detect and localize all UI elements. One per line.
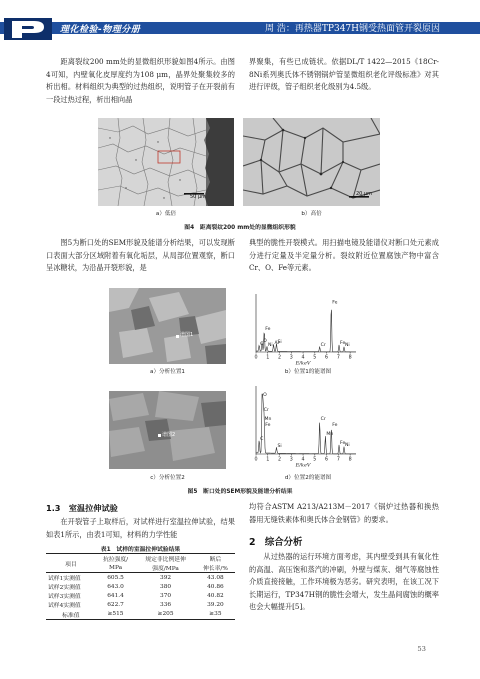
x-tick-label: 4 <box>301 457 305 463</box>
x-tick-label: 1 <box>266 457 270 463</box>
x-tick-label: 5 <box>313 355 317 361</box>
journal-name: 理化检验-物理分册 <box>60 25 141 35</box>
table1-title: 表1 试样的室温拉伸试验结果 <box>100 547 181 553</box>
table-cell: ≥205 <box>135 610 196 620</box>
journal-logo-icon <box>4 18 52 40</box>
x-tick-label: 3 <box>289 355 293 361</box>
peak-label: Fe <box>265 327 271 332</box>
spot-label-a: 谱图1 <box>180 332 194 338</box>
table-cell: 643.0 <box>107 583 124 590</box>
table1-header-col: 抗拉强度/ <box>96 554 136 564</box>
table-cell: 622.7 <box>107 601 124 608</box>
x-tick-label: 6 <box>325 355 329 361</box>
table-cell: ≥515 <box>96 610 136 620</box>
peak-label: Fe <box>332 423 338 428</box>
peak-label: C <box>260 342 264 347</box>
peak-label: Ni <box>345 343 350 348</box>
section-1-3-paragraph: 在开裂管子上取样后，对试样进行室温拉伸试验，结果如表1所示，由表1可知，材料的力学性能 <box>46 517 235 539</box>
x-tick-label: 5 <box>313 457 317 463</box>
peak-label: Fe <box>265 423 271 428</box>
x-tick-label: 8 <box>348 457 352 463</box>
figure4-sub-caption-b: b）高倍 <box>301 211 322 217</box>
figure4-caption: 图4 距离裂纹200 mm处的显微组织形貌 <box>184 225 296 231</box>
spot-label-c: 谱图2 <box>162 432 176 438</box>
x-tick-label: 2 <box>277 355 282 361</box>
peak-label: Ni <box>267 343 273 348</box>
page-number: 53 <box>417 645 426 653</box>
x-tick-label: 4 <box>301 355 305 361</box>
figure5-sem-image-c <box>109 391 226 469</box>
right-top-paragraph: 界聚集，有些已成链状。依据DL/T 1422—2015《18Cr-8Ni系列奥氏体不锈钢锅炉管显微组织老化评级标准》对其进行评级，管子组织老化级别为4.5级。 <box>249 57 439 92</box>
mid-left-paragraph: 图5为断口处的SEM形貌及能谱分析结果，可以发现断口表面大部分区域附着有氧化垢层，从局部位置观察，断口呈冰糖状，为沿晶开裂形貌，是 <box>46 238 235 273</box>
table-cell: 605.5 <box>107 574 124 581</box>
running-title: 周 浩：再热器TP347H钢受热面管开裂原因 <box>265 24 440 34</box>
right-bottom-paragraph: 均符合ASTM A213/A213M－2017《锅炉过热器和换热器用无缝铁素体和奥氏体合金钢管》的要求。 <box>249 502 439 524</box>
table-cell: 336 <box>160 601 172 608</box>
peak-label: C <box>260 436 264 442</box>
mid-right-paragraph: 典型的脆性开裂模式。用扫描电镜及能谱仪对断口处元素成分进行定量及半定量分析。裂纹附近位置腐蚀产物中富含Cr、O、Fe等元素。 <box>249 238 439 273</box>
peak-label: Fe <box>340 441 346 446</box>
table1-header-col: 规定非比例延伸 <box>135 554 196 564</box>
table-cell: 380 <box>160 583 172 590</box>
table1-header-col: MPa <box>96 563 136 573</box>
table1-header-col: 伸长率/% <box>196 563 235 573</box>
figure4-image-b <box>243 118 380 206</box>
table-cell: 392 <box>160 574 172 581</box>
eds-spectrum-position2 <box>248 380 370 470</box>
table-cell: 40.82 <box>207 592 224 599</box>
figure5-sub-caption-a: a）分析位置1 <box>150 369 185 375</box>
table1-header-col: 断后 <box>196 554 235 564</box>
scale-bar-label-a: 50 μm <box>189 194 206 200</box>
left-top-paragraph: 距离裂纹200 mm处的显微组织形貌如图4所示。由图4可知，内壁氧化皮厚度约为108 μm，晶界处聚集较多的析出相。材料组织为典型的过热组织，说明管子在开裂前有一段过热过程，析出相向晶 <box>46 57 235 104</box>
table-row <box>46 610 235 620</box>
x-tick-label: 0 <box>254 457 258 463</box>
table-cell: 标准值 <box>46 610 96 620</box>
table1-header-item: 项目 <box>46 554 96 573</box>
figure5-sub-caption-d: d）位置2的能谱图 <box>284 475 332 481</box>
peak-label: O <box>263 393 267 398</box>
figure5-caption: 图5 断口处的SEM形貌及能谱分析结果 <box>187 489 293 495</box>
x-axis-label: E/keV <box>295 360 311 367</box>
x-tick-label: 6 <box>325 457 329 463</box>
table-cell: ≥35 <box>196 610 235 620</box>
table1-header-col: 强度/MPa <box>135 563 196 573</box>
peak-label: Cr <box>320 417 326 422</box>
x-tick-label: 7 <box>336 355 340 361</box>
x-tick-label: 2 <box>277 457 282 463</box>
x-tick-label: 0 <box>254 355 258 361</box>
table-row <box>46 573 235 583</box>
x-tick-label: 8 <box>348 355 352 361</box>
figure4-image-a <box>98 118 234 206</box>
table-row <box>46 600 235 609</box>
x-tick-label: 7 <box>336 457 340 463</box>
figure5-sub-caption-b: b）位置1的能谱图 <box>284 369 332 375</box>
table-cell: 试样2实测值 <box>48 585 81 592</box>
table1 <box>46 553 235 620</box>
eds-spectrum-position1 <box>248 288 370 368</box>
table-cell: 试样3实测值 <box>48 594 81 601</box>
table-row <box>46 582 235 591</box>
section-2-title: 2 综合分析 <box>249 537 303 548</box>
peak-label: Fe <box>332 300 338 306</box>
peak-label: Ni <box>345 442 350 448</box>
peak-label: Mn <box>264 417 272 422</box>
peak-label: Fe <box>340 341 346 346</box>
peak-label: Al <box>274 341 279 346</box>
peak-label: O <box>263 339 267 344</box>
section-1-3-title: 1.3 室温拉伸试验 <box>46 503 118 513</box>
figure5-sem-image-a <box>109 288 226 364</box>
table-cell: 39.20 <box>207 601 224 608</box>
table-cell: 641.4 <box>107 592 124 599</box>
peak-label: Si <box>277 340 282 345</box>
table-cell: 试样4实测值 <box>48 603 81 610</box>
table-cell: 43.08 <box>207 574 224 581</box>
table-cell: 试样1实测值 <box>48 576 81 582</box>
scale-bar-label-b: 20 μm <box>355 191 372 197</box>
peak-label: Cr <box>263 408 269 413</box>
figure4-sub-caption-a: a）低倍 <box>155 211 177 217</box>
peak-label: Si <box>277 444 282 449</box>
table-cell: 370 <box>160 592 172 599</box>
x-tick-label: 1 <box>266 355 270 361</box>
x-axis-label: E/keV <box>295 462 311 469</box>
figure5-sub-caption-c: c）分析位置2 <box>150 475 185 481</box>
table-row <box>46 591 235 600</box>
peak-label: Cr <box>320 343 326 348</box>
table-cell: 40.86 <box>207 583 224 590</box>
peak-label: Mn <box>326 432 334 437</box>
x-tick-label: 3 <box>289 457 293 463</box>
section-2-paragraph: 从过热器的运行环境方面考虑，其内壁受到具有氧化性的高温、高压饱和蒸汽的冲刷，外壁与煤灰、烟气等腐蚀性介质直接接触，工作环境极为恶劣。研究表明，在该工况下长期运行，TP347H钢的脆性会增大，发生晶间腐蚀的概率也会大幅提升[5]。 <box>249 552 439 612</box>
